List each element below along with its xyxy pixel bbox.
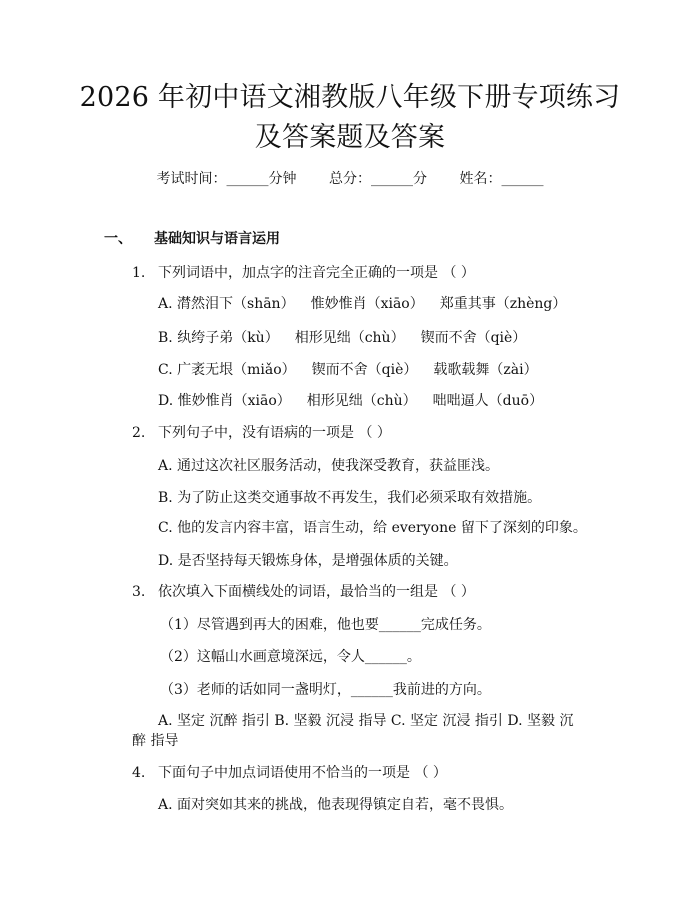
section-title: 基础知识与语言运用 bbox=[154, 231, 280, 247]
question-stem: 依次填入下面横线处的词语，最恰当的一组是 （ ） bbox=[158, 584, 475, 600]
title-line-2: 及答案题及答案 bbox=[254, 122, 446, 153]
q2-option-d: D. 是否坚持每天锻炼身体，是增强体质的关键。 bbox=[158, 553, 458, 569]
option-part: 咄咄逼人（duō） bbox=[432, 393, 544, 409]
q4-option-a: A. 面对突如其来的挑战，他表现得镇定自若，毫不畏惧。 bbox=[158, 797, 514, 813]
option-part: D. 惟妙惟肖（xiāo） bbox=[158, 393, 291, 409]
q3-blank-2: （2）这幅山水画意境深远，令人______。 bbox=[160, 649, 421, 665]
q3-options-line-2: 醉 指导 bbox=[132, 733, 179, 749]
section-heading bbox=[104, 228, 280, 248]
title-line-1: 2026 年初中语文湘教版八年级下册专项练习 bbox=[79, 82, 621, 113]
question-number: 1. bbox=[132, 265, 146, 281]
exam-meta bbox=[0, 168, 700, 188]
option-part: 相形见绌（chù） bbox=[294, 330, 405, 346]
question-number: 4. bbox=[132, 765, 146, 781]
question-number: 2. bbox=[132, 425, 146, 441]
option-part: 郑重其事（zhèng） bbox=[439, 296, 567, 312]
q3-blank-1: （1）尽管遇到再大的困难，他也要______完成任务。 bbox=[160, 617, 491, 633]
question-stem: 下列句子中，没有语病的一项是 （ ） bbox=[158, 425, 391, 441]
q1-option-a bbox=[158, 293, 566, 313]
q2-option-a: A. 通过这次社区服务活动，使我深受教育，获益匪浅。 bbox=[158, 458, 500, 474]
q2-option-c: C. 他的发言内容丰富，语言生动，给 everyone 留下了深刻的印象。 bbox=[158, 520, 587, 536]
q3-options-line-1: A. 坚定 沉醉 指引 B. 坚毅 沉浸 指导 C. 坚定 沉浸 指引 D. 坚毅 沉 bbox=[158, 713, 574, 729]
exam-score: 总分：______分 bbox=[329, 171, 427, 187]
question-stem: 下列词语中，加点字的注音完全正确的一项是 （ ） bbox=[158, 265, 475, 281]
question-2 bbox=[132, 422, 391, 442]
option-part: 惟妙惟肖（xiāo） bbox=[310, 296, 424, 312]
question-stem: 下面句子中加点词语使用不恰当的一项是 （ ） bbox=[158, 765, 447, 781]
q2-option-b: B. 为了防止这类交通事故不再发生，我们必须采取有效措施。 bbox=[158, 490, 542, 506]
document-title bbox=[0, 78, 700, 158]
question-3 bbox=[132, 581, 475, 601]
option-part: 锲而不舍（qiè） bbox=[420, 330, 527, 346]
option-part: C. 广袤无垠（miǎo） bbox=[158, 362, 296, 378]
q1-option-c bbox=[158, 359, 538, 379]
option-part: 载歌载舞（zài） bbox=[433, 362, 538, 378]
question-number: 3. bbox=[132, 584, 146, 600]
option-part: 锲而不舍（qiè） bbox=[311, 362, 418, 378]
exam-name: 姓名：______ bbox=[459, 171, 544, 187]
option-part: B. 纨绔子弟（kù） bbox=[158, 330, 279, 346]
option-part: A. 潸然泪下（shān） bbox=[158, 296, 295, 312]
question-4 bbox=[132, 762, 447, 782]
q1-option-d bbox=[158, 390, 543, 410]
q1-option-b bbox=[158, 327, 526, 347]
q3-blank-3: （3）老师的话如同一盏明灯，______我前进的方向。 bbox=[160, 682, 491, 698]
question-1 bbox=[132, 262, 475, 282]
option-part: 相形见绌（chù） bbox=[306, 393, 417, 409]
exam-time: 考试时间：______分钟 bbox=[156, 171, 297, 187]
section-number: 一、 bbox=[104, 231, 132, 247]
